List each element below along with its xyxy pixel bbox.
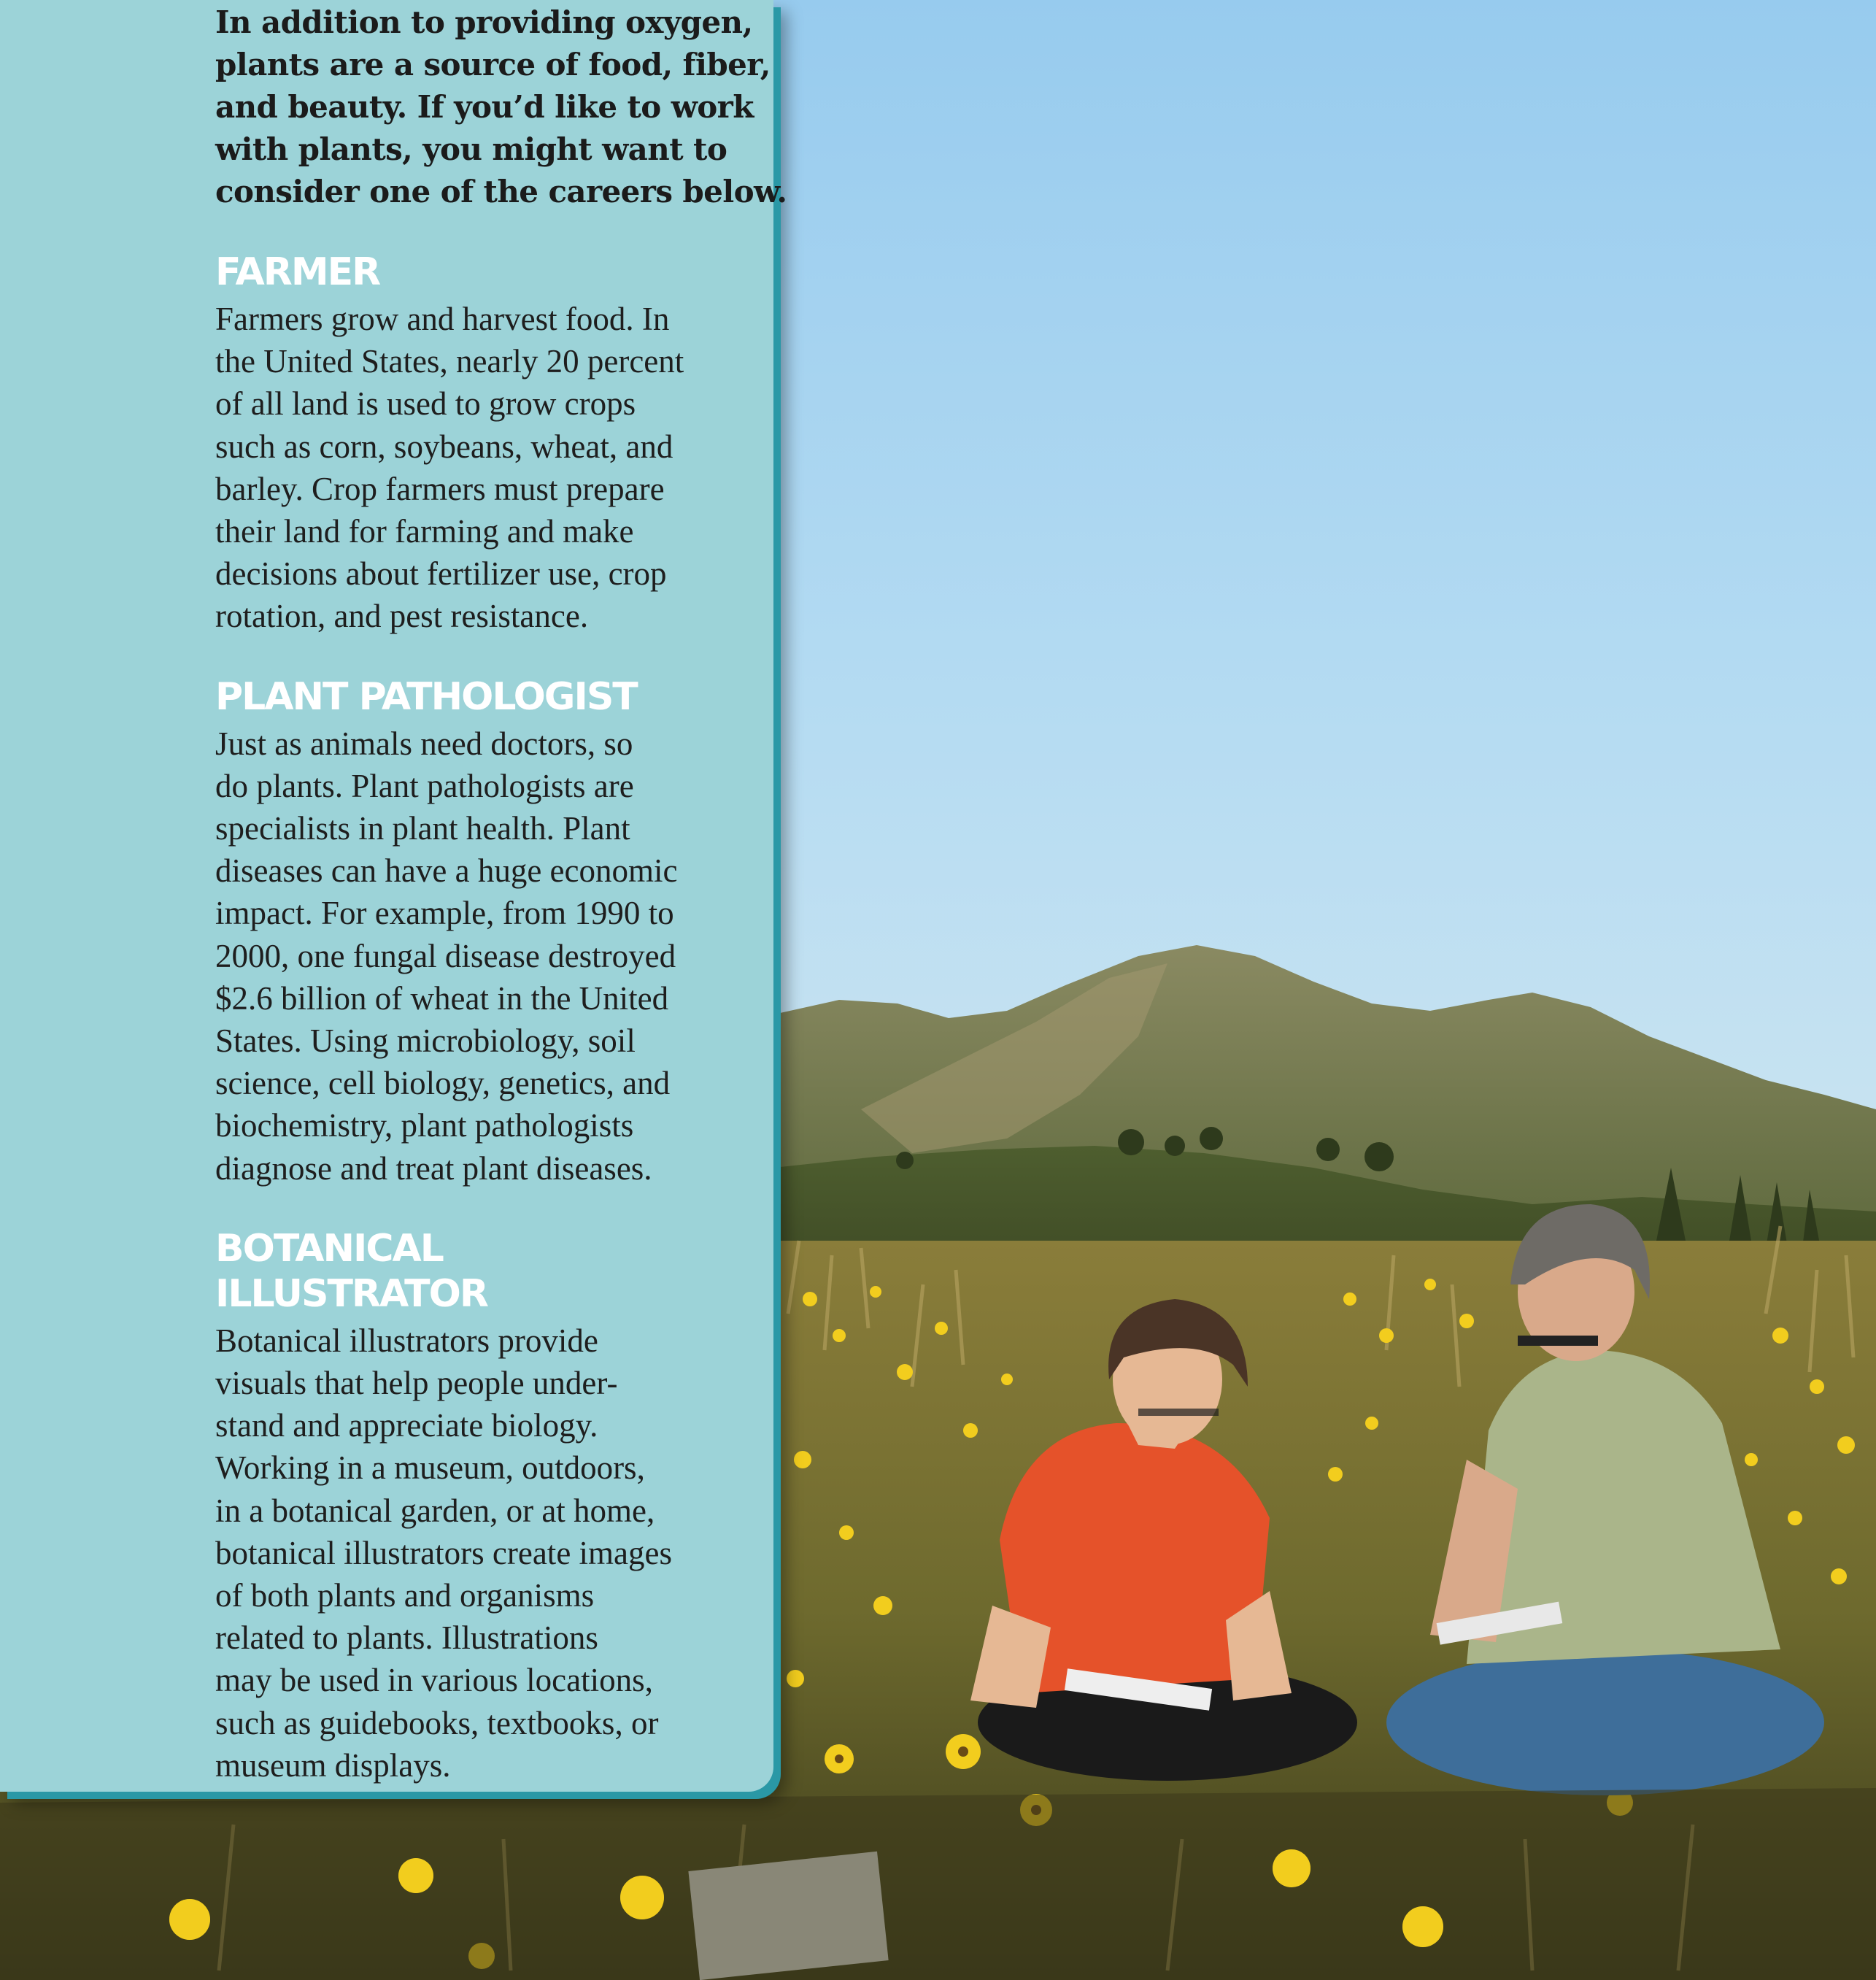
- body-line: of all land is used to grow crops: [215, 385, 636, 423]
- body-line: Farmers grow and harvest food. In: [215, 301, 670, 337]
- body-line: 2000, one fungal disease destroyed: [215, 937, 676, 974]
- body-line: botanical illustrators create images: [215, 1534, 673, 1571]
- body-line: science, cell biology, genetics, and: [215, 1065, 671, 1102]
- body-line: rotation, and pest resistance.: [215, 598, 589, 635]
- career-heading-plant-pathologist: PLANT PATHOLOGIST: [215, 674, 637, 719]
- body-line: of both plants and organisms: [215, 1577, 595, 1614]
- body-line: diagnose and treat plant diseases.: [215, 1149, 652, 1187]
- body-line: impact. For example, from 1990 to: [215, 895, 674, 932]
- body-line: such as guidebooks, textbooks, or: [215, 1704, 659, 1741]
- body-line: visuals that help people under-: [215, 1365, 618, 1402]
- intro-line: with plants, you might want to: [215, 131, 727, 167]
- body-line: in a botanical garden, or at home,: [215, 1492, 655, 1529]
- body-line: Botanical illustrators provide: [215, 1322, 598, 1359]
- careers-panel: [0, 0, 787, 1792]
- body-line: stand and appreciate biology.: [215, 1407, 598, 1444]
- body-line: $2.6 billion of wheat in the United: [215, 979, 669, 1017]
- body-line: diseases can have a huge economic: [215, 852, 678, 890]
- body-line: States. Using microbiology, soil: [215, 1022, 636, 1060]
- body-line: specialists in plant health. Plant: [215, 810, 630, 847]
- career-body-botanical-illustrator: [215, 1320, 726, 1787]
- body-line: barley. Crop farmers must prepare: [215, 470, 665, 507]
- body-line: related to plants. Illustrations: [215, 1619, 598, 1657]
- body-line: may be used in various locations,: [215, 1662, 653, 1699]
- career-body-farmer: [215, 298, 726, 638]
- body-line: decisions about fertilizer use, crop: [215, 555, 667, 593]
- intro-line: plants are a source of food, fiber,: [215, 47, 771, 82]
- intro-line: and beauty. If you’d like to work: [215, 89, 754, 125]
- body-line: do plants. Plant pathologists are: [215, 767, 634, 804]
- career-heading-farmer: FARMER: [215, 250, 380, 294]
- body-line: museum displays.: [215, 1746, 451, 1784]
- body-line: biochemistry, plant pathologists: [215, 1107, 634, 1144]
- careers-panel-content: [215, 1, 787, 1823]
- body-line: Just as animals need doctors, so: [215, 725, 633, 762]
- career-body-plant-pathologist: [215, 723, 726, 1190]
- body-line: the United States, nearly 20 percent: [215, 343, 684, 380]
- body-line: their land for farming and make: [215, 513, 634, 550]
- intro-line: consider one of the careers below.: [215, 174, 787, 209]
- intro-paragraph: [215, 1, 787, 213]
- body-line: Working in a museum, outdoors,: [215, 1449, 645, 1487]
- body-line: such as corn, soybeans, wheat, and: [215, 428, 673, 465]
- intro-line: In addition to providing oxygen,: [215, 4, 753, 40]
- career-heading-botanical-illustrator: BOTANICAL ILLUSTRATOR: [215, 1226, 487, 1316]
